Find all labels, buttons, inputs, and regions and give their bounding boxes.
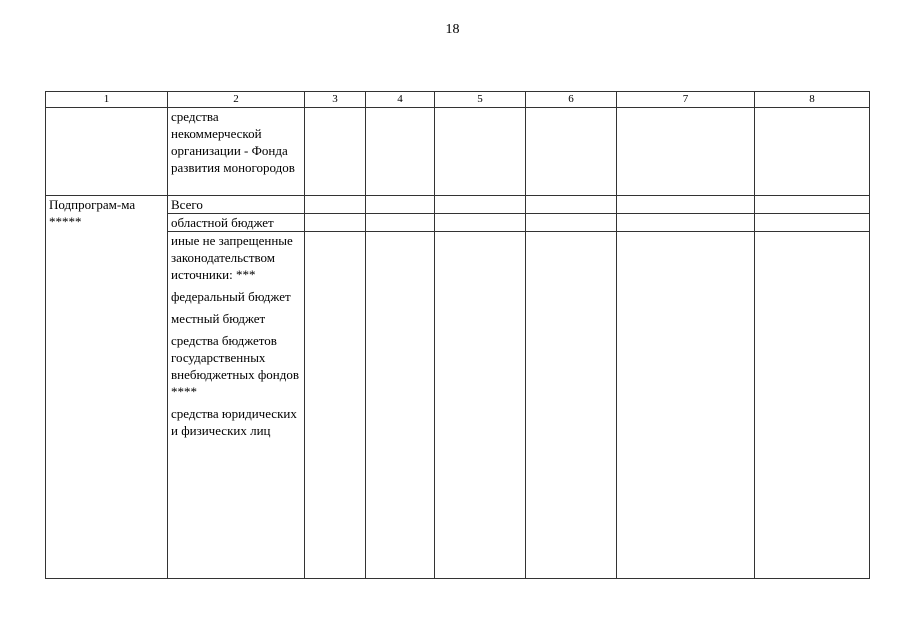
column-header: 7 [617,92,755,108]
column-header: 8 [755,92,870,108]
table-cell [435,108,526,196]
page-number: 18 [445,22,460,37]
table-cell [305,108,366,196]
table-cell [526,232,617,579]
table-cell [435,196,526,214]
table-row-total [46,196,870,214]
table-cell [526,196,617,214]
table-cell [617,108,755,196]
table-cell [305,232,366,579]
table-cell [617,214,755,232]
funding-total-label: Всего [168,196,305,214]
table-row-other-sources [46,232,870,579]
table-cell [617,196,755,214]
column-header: 1 [46,92,168,108]
table-cell [46,108,168,196]
table-cell [526,108,617,196]
table-header-row [46,92,870,108]
column-header: 5 [435,92,526,108]
table-cell [435,232,526,579]
table-row-regional-budget [46,214,870,232]
table-cell [526,214,617,232]
table-cell [435,214,526,232]
funding-state-funds-label: средства бюджетов государственных внебюджетных фондов **** [171,333,299,399]
funding-local-budget-label: местный бюджет [171,311,266,326]
funding-legal-entities-label: средства юридических и физических лиц [171,406,297,438]
table-cell [366,232,435,579]
table-cell [366,214,435,232]
table-cell [305,196,366,214]
table-cell [617,232,755,579]
budget-table [45,91,870,579]
funding-other-sources-label: иные не запрещенные законодательством источники: *** [171,233,293,282]
table-cell [305,214,366,232]
funding-regional-budget-label: областной бюджет [168,214,305,232]
table-cell [755,214,870,232]
table-cell [755,108,870,196]
column-header: 3 [305,92,366,108]
table-cell [366,108,435,196]
funding-federal-budget-label: федеральный бюджет [171,289,291,304]
table-row-nonprofit-fund [46,108,870,196]
column-header: 2 [168,92,305,108]
table-cell [366,196,435,214]
table-cell [755,196,870,214]
column-header: 4 [366,92,435,108]
funding-source-nonprofit-fund: средства некоммерческой организации - Фонда развития моногородов [168,108,305,196]
column-header: 6 [526,92,617,108]
funding-sources-list [168,232,305,579]
subprogram-name: Подпрограм-ма ***** [46,196,168,579]
table-cell [755,232,870,579]
